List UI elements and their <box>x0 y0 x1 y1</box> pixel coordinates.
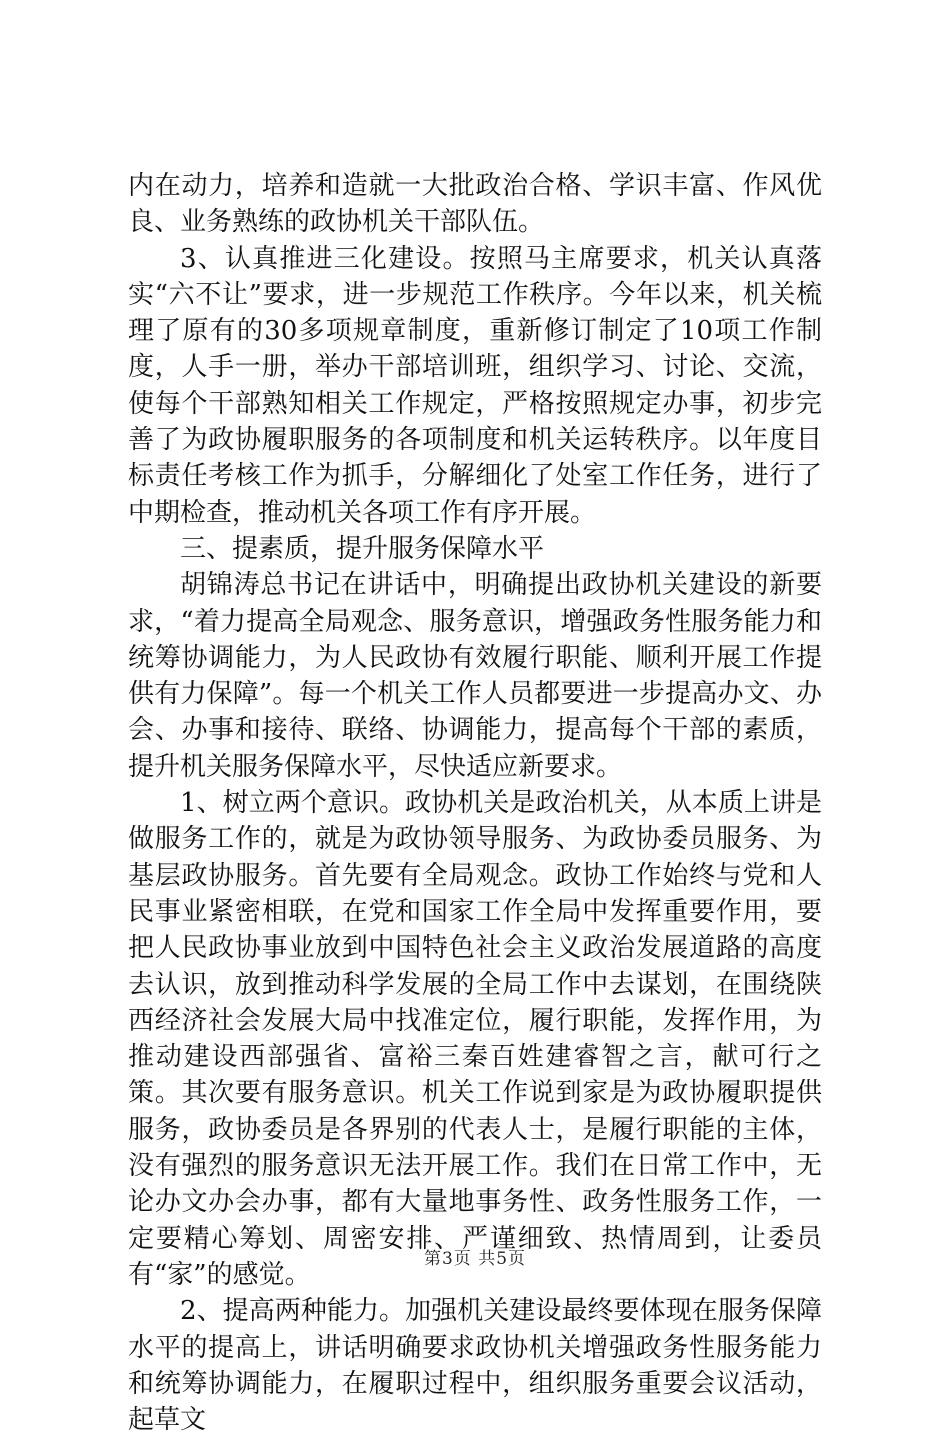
paragraph-item-2: 2、提高两种能力。加强机关建设最终要体现在服务保障水平的提高上，讲话明确要求政协机关增强政务性服务能力和统筹协调能力，在履职过程中，组织服务重要会议活动，起草文 <box>128 1296 822 1436</box>
page-number-footer: 第3页 共5页 <box>423 1249 527 1269</box>
paragraph-item-1: 1、树立两个意识。政协机关是政治机关，从本质上讲是做服务工作的，就是为政协领导服务、为政协委员服务、为基层政协服务。首先要有全局观念。政协工作始终与党和人民事业紧密相联，在党和国家工作全局中发挥重要作用，要把人民政协事业放到中国特色社会主义政治发展道路的高度去认识，放到推动科学发展的全局工作中去谋划，在围绕陕西经济社会发展大局中找准定位，履行职能，发挥作用，为推动建设西部强省、富裕三秦百姓建睿智之言，献可行之策。其次要有服务意识。机关工作说到家是为政协履职提供服务，政协委员是各界别的代表人士，是履行职能的主体，没有强烈的服务意识无法开展工作。我们在日常工作中，无论办文办会办事，都有大量地事务性、政务性服务工作，一定要精心筹划、周密安排、严谨细致、热情周到，让委员有“家”的感觉。 <box>128 788 822 1290</box>
paragraph-intro: 胡锦涛总书记在讲话中，明确提出政协机关建设的新要求，“着力提高全局观念、服务意识，增强政务性服务能力和统筹协调能力，为人民政协有效履行职能、顺利开展工作提供有力保障”。每一个机关工作人员都要进一步提高办文、办会、办事和接待、联络、协调能力，提高每个干部的素质，提升机关服务保障水平，尽快适应新要求。 <box>128 570 822 782</box>
paragraph-continuation: 内在动力，培养和造就一大批政治合格、学识丰富、作风优良、业务熟练的政协机关干部队伍。 <box>128 171 822 238</box>
section-heading: 三、提素质，提升服务保障水平 <box>180 533 545 564</box>
paragraph-item-3: 3、认真推进三化建设。按照马主席要求，机关认真落实“六不让”要求，进一步规范工作秩序。今年以来，机关梳理了原有的30多项规章制度，重新修订制定了10项工作制度，人手一册，举办干部培训班，组织学习、讨论、交流，使每个干部熟知相关工作规定，严格按照规定办事，初步完善了为政协履职服务的各项制度和机关运转秩序。以年度目标责任考核工作为抓手，分解细化了处室工作任务，进行了中期检查，推动机关各项工作有序开展。 <box>128 243 822 528</box>
